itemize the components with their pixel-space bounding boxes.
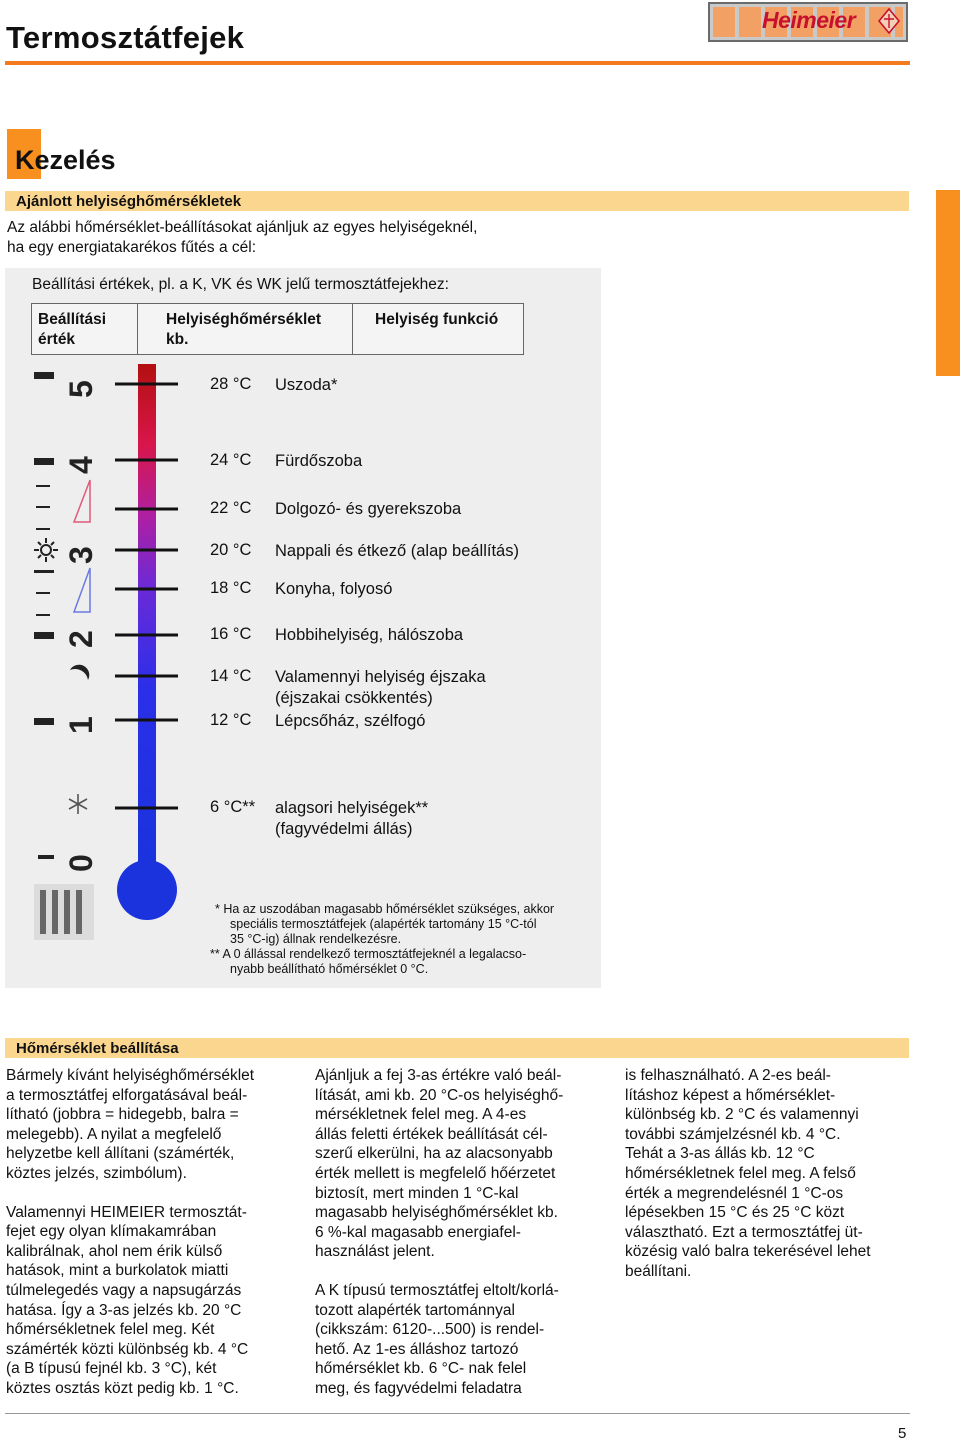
footnote: * Ha az uszodában magasabb hőmérséklet szükséges, akkor bbox=[215, 902, 555, 916]
footnote: nyabb beállítható hőmérséklet 0 °C. bbox=[230, 962, 429, 976]
row-temperature: 16 °C bbox=[210, 625, 252, 643]
header-temp-l2: kb. bbox=[166, 331, 189, 348]
text-column-2 bbox=[315, 1066, 615, 1418]
text-column-3 bbox=[625, 1066, 925, 1301]
text-line: biztosít, mert minden 1 °C-kal bbox=[315, 1184, 519, 1202]
dial-number: 3 bbox=[63, 546, 99, 564]
dial-number: 5 bbox=[63, 380, 99, 398]
text-line: magasabb helyiséghőmérséklet kb. bbox=[315, 1204, 558, 1222]
text-line: szerű elkerülni, ha az alacsonyabb bbox=[315, 1145, 553, 1163]
dial-scale bbox=[34, 372, 54, 859]
setting-heading: Hőmérséklet beállítása bbox=[16, 1040, 179, 1057]
cool-range-wedge bbox=[74, 568, 90, 612]
text-line: kalibrálnak, ahol nem érik külső bbox=[6, 1242, 223, 1260]
row-function: Hobbihelyiség, hálószoba bbox=[275, 626, 464, 644]
header-cell-setting bbox=[31, 303, 138, 355]
text-line: hatása. Így a 3-as jelzés kb. 20 °C bbox=[6, 1301, 242, 1319]
header-cell-temperature bbox=[137, 303, 353, 355]
text-line: lítását, ami kb. 20 °C-os helyiséghő- bbox=[315, 1086, 564, 1104]
dial-number: 2 bbox=[63, 630, 99, 648]
thermometer-bulb bbox=[117, 860, 177, 920]
text-line: (a B típusú fejnél kb. 3 °C), két bbox=[6, 1360, 217, 1378]
text-line: hatások, mint a burkolatok miatti bbox=[6, 1262, 229, 1280]
paragraph bbox=[315, 1281, 615, 1399]
text-line: (cikkszám: 6120-...500) is rendel- bbox=[315, 1321, 545, 1339]
thermometer-tube bbox=[138, 364, 156, 864]
brand-emblem-icon bbox=[878, 8, 900, 34]
row-temperature: 12 °C bbox=[210, 711, 252, 729]
row-temperature: 14 °C bbox=[210, 667, 252, 685]
panel-caption: Beállítási értékek, pl. a K, VK és WK jelű termosztátfejekhez: bbox=[32, 276, 449, 293]
header-function: Helyiség funkció bbox=[375, 311, 499, 328]
row-temperature: 18 °C bbox=[210, 579, 252, 597]
title-divider bbox=[5, 61, 910, 65]
text-line: 6 %-kal magasabb energiafel- bbox=[315, 1223, 521, 1241]
text-line: állás feletti értékek beállítását cél- bbox=[315, 1125, 548, 1143]
text-line: közésig való balra tekerésével lehet bbox=[625, 1243, 871, 1261]
row-function-detail: (éjszakai csökkentés) bbox=[275, 689, 433, 707]
text-line: meg, és fagyvédelmi feladatra bbox=[315, 1379, 522, 1397]
header-cell-function bbox=[352, 303, 524, 355]
row-function: Fürdőszoba bbox=[275, 452, 363, 470]
row-function: Valamennyi helyiség éjszaka bbox=[275, 668, 486, 686]
recommended-heading: Ajánlott helyiséghőmérsékletek bbox=[16, 193, 242, 210]
thermometer-illustration bbox=[30, 362, 200, 970]
text-line: A K típusú termosztátfej eltolt/korlá- bbox=[315, 1281, 559, 1299]
row-function: alagsori helyiségek** bbox=[275, 799, 429, 817]
text-line: Valamennyi HEIMEIER termosztát- bbox=[6, 1203, 247, 1221]
text-line: számérték közti különbség kb. 4 °C bbox=[6, 1340, 249, 1358]
brand-logo bbox=[708, 2, 908, 42]
intro-line: ha egy energiatakarékos fűtés a cél: bbox=[7, 239, 257, 256]
paragraph bbox=[6, 1066, 306, 1184]
footer-divider bbox=[5, 1413, 910, 1414]
intro-line: Az alábbi hőmérséklet-beállításokat ajánljuk az egyes helyiségeknél, bbox=[7, 219, 478, 236]
page-title: Termosztátfejek bbox=[6, 20, 245, 55]
text-line: hőmérsékletnek felel meg. Két bbox=[6, 1321, 215, 1339]
text-line: érték a megrendelésnél 1 °C-os bbox=[625, 1184, 844, 1202]
text-line: hőmérsékletnek felel meg. A felső bbox=[625, 1164, 856, 1182]
text-line: köztes osztás közt pedig kb. 1 °C. bbox=[6, 1379, 239, 1397]
text-line: tozott alapérték tartománnyal bbox=[315, 1301, 515, 1319]
footnote: ** A 0 állással rendelkező termosztátfejeknél a legalacso- bbox=[210, 947, 527, 961]
footnote: speciális termosztátfejek (alapérték tartomány 15 °C-tól bbox=[230, 917, 537, 931]
text-line: további számjelzésnél kb. 4 °C. bbox=[625, 1125, 841, 1143]
text-line: lítható (jobbra = hidegebb, balra = bbox=[6, 1106, 239, 1124]
row-temperature: 28 °C bbox=[210, 375, 252, 393]
side-accent-bar bbox=[936, 190, 960, 376]
setting-band bbox=[5, 1038, 909, 1058]
header-setting-l1: Beállítási bbox=[38, 311, 107, 328]
text-line: Bármely kívánt helyiséghőmérséklet bbox=[6, 1067, 255, 1084]
row-function-block bbox=[275, 798, 428, 840]
row-temperature: 20 °C bbox=[210, 541, 252, 559]
text-line: lépésekben 15 °C és 25 °C közt bbox=[625, 1204, 845, 1222]
dial-number: 4 bbox=[63, 456, 99, 474]
row-temperature: 6 °C** bbox=[210, 798, 256, 816]
text-line: beállítani. bbox=[625, 1262, 692, 1280]
dial-number: 0 bbox=[63, 854, 99, 872]
section-title: Kezelés bbox=[15, 145, 116, 175]
text-line: melegebb). A nyilat a megfelelő bbox=[6, 1125, 222, 1143]
text-line: mérsékletnek felel meg. A 4-es bbox=[315, 1106, 527, 1124]
row-function: Nappali és étkező (alap beállítás) bbox=[275, 542, 519, 560]
text-line: Ajánljuk a fej 3-as értékre való beál- bbox=[315, 1067, 562, 1084]
text-line: lításhoz képest a hőmérséklet- bbox=[625, 1086, 836, 1104]
row-function-block bbox=[275, 667, 486, 709]
text-line: használást jelent. bbox=[315, 1243, 435, 1261]
text-line: köztes jelzés, szimbólum). bbox=[6, 1164, 187, 1182]
text-line: fejet egy olyan klímakamrában bbox=[6, 1223, 217, 1241]
text-line: helyzetbe kell állítani (számérték, bbox=[6, 1145, 235, 1163]
row-function: Lépcsőház, szélfogó bbox=[275, 712, 426, 730]
paragraph bbox=[6, 1203, 306, 1399]
text-line: hőmérséklet kb. 6 °C- nak felel bbox=[315, 1360, 527, 1378]
snowflake-icon bbox=[69, 794, 87, 814]
text-line: is felhasználható. A 2-es beál- bbox=[625, 1067, 831, 1084]
dial-number: 1 bbox=[63, 716, 99, 734]
text-line: választható. Ezt a termosztátfej üt- bbox=[625, 1223, 863, 1241]
warm-range-wedge bbox=[74, 480, 90, 522]
text-line: Tehát a 3-as állás kb. 12 °C bbox=[625, 1145, 815, 1163]
row-function: Konyha, folyosó bbox=[275, 580, 393, 598]
row-function: Uszoda* bbox=[275, 376, 338, 394]
text-column-1 bbox=[6, 1066, 306, 1418]
footnote: 35 °C-ig) állnak rendelkezésre. bbox=[230, 932, 402, 946]
header-setting-l2: érték bbox=[38, 331, 76, 348]
moon-symbol-icon bbox=[70, 665, 89, 680]
intro-text bbox=[7, 218, 477, 258]
text-line: a termosztátfej elforgatásával beál- bbox=[6, 1086, 248, 1104]
paragraph bbox=[625, 1066, 925, 1282]
text-line: érték mellett is megfelelő hőérzetet bbox=[315, 1164, 556, 1182]
text-line: különbség kb. 2 °C és valamennyi bbox=[625, 1106, 859, 1124]
page-number: 5 bbox=[898, 1425, 907, 1442]
row-function: Dolgozó- és gyerekszoba bbox=[275, 500, 462, 518]
text-line: túlmelegedés vagy a napsugárzás bbox=[6, 1281, 242, 1299]
row-temperature: 22 °C bbox=[210, 499, 252, 517]
row-temperature: 24 °C bbox=[210, 451, 252, 469]
header-temp-l1: Helyiséghőmérséklet bbox=[166, 311, 322, 328]
brand-name: Heimeier bbox=[762, 7, 856, 33]
row-function-detail: (fagyvédelmi állás) bbox=[275, 820, 413, 838]
recommended-band bbox=[5, 191, 909, 211]
text-line: hető. Az 1-es álláshoz tartozó bbox=[315, 1340, 519, 1358]
paragraph bbox=[315, 1066, 615, 1262]
sun-symbol-icon bbox=[34, 538, 58, 562]
